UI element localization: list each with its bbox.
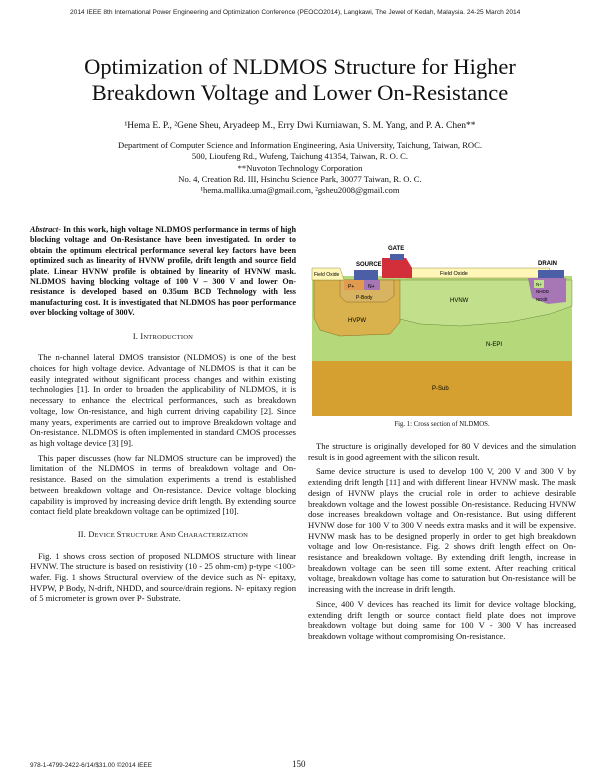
affiliation-line: ¹hema.mallika.uma@gmail.com, ²gsheu2008@gmail.com	[200, 185, 400, 196]
hvpw-label: HVPW	[348, 318, 366, 324]
nepi-label: N-EPI	[486, 342, 503, 348]
paragraph: Same device structure is used to develop 100 V, 200 V and 300 V by extending drift length [11] and with different linear HVNW mask. The mask design of HVNW plays the crucial role in order to achieve desirable breakdown voltage and the lowest possible On-resistance. Reducing HVNW dose increases breakdown voltage and On-resistance. But using different HVNW dose for 100 V to 300 V needs extra masks and it will be expensive. HVNW mask has to be designed properly in order to get high breakdown voltage and low On-resistance. Fig. 2 shows drift length effect on On-resistance and breakdown voltage. By extending drift length, increase in breakdown voltage can be seen till some extent. After reaching critical voltage, breakdown voltage has come to saturation but On-resistance will be increasing with the increase in drift length.	[308, 466, 576, 595]
field-oxide-mid	[406, 268, 550, 278]
paper-title	[40, 54, 560, 106]
paragraph: The structure is originally developed for 80 V devices and the simulation result is in good agreement with the silicon result.	[308, 441, 576, 462]
author-list: ¹Hema E. P., ²Gene Sheu, Aryadeep M., Erry Dwi Kurniawan, S. M. Yang, and P. A. Chen**	[124, 121, 476, 131]
gate-label: GATE	[388, 246, 405, 252]
right-column	[308, 439, 576, 646]
field-oxide-left-label: Field Oxide	[314, 272, 340, 278]
gate-poly	[382, 258, 412, 278]
field-oxide-mid-label: Field Oxide	[440, 271, 468, 277]
hvnw-label: HVNW	[450, 298, 469, 304]
pbody-label: P-Body	[356, 295, 373, 301]
drain-label: DRAIN	[538, 261, 557, 267]
abstract-label: Abstract-	[30, 225, 61, 234]
affiliation-line: **Nuvoton Technology Corporation	[237, 162, 363, 173]
affiliation-line: No. 4, Creation Rd. III, Hsinchu Science Park, 30077 Taiwan, R. O. C.	[178, 173, 422, 184]
gate-contact	[390, 254, 404, 260]
source-contact	[354, 270, 378, 280]
figure-caption: Fig. 1: Cross section of NLDMOS.	[394, 421, 490, 428]
left-column	[30, 225, 296, 608]
ndrift-label: NDrift	[536, 297, 548, 302]
abstract-text: In this work, high voltage NLDMOS performance in terms of high blocking voltage and On-Resistance have been investigated. In order to obtain the optimum electrical performance several key factors have been optimized such as linearity of HVNW profile, drift length and source field plate. Linear HVNW profile is obtained by linearity of HVNW mask. NLDMOS having blocking voltage of 100 V – 300 V and lower On-resistance is developed based on 0.35um BCD Technology with less manufacturing cost. It is investigated that NLDMOS has poor performance over blocking voltage of 300V.	[30, 225, 296, 318]
nhdd-label: NHDD	[536, 289, 549, 294]
page-number: 150	[292, 759, 306, 769]
section-heading-device-structure: II. DEVICE STRUCTURE AND CHARACTERIZATION	[77, 529, 249, 539]
affiliations	[40, 140, 560, 196]
source-label: SOURCE	[356, 262, 382, 268]
psub-label: P-Sub	[432, 386, 449, 392]
paragraph: The n-channel lateral DMOS transistor (NLDMOS) is one of the best choices for high voltage device. Advantage of NLDMOS is that it can be easily integrated without significant process changes and within existing technologies [1]. In order to broaden the applicability of NLDMOS, it is necessary to enhance the electrical performances, such as breakdown voltage, low On-resistance, and high current driving capability [2]. Since many years, experiments are carried out to improve Breakdown voltage and On-resistance. NLDMOS is often implemented in standard CMOS processes as high voltage device [3] [9].	[30, 352, 296, 448]
footer-copyright: 978-1-4799-2422-6/14/$31.00 ©2014 IEEE	[30, 762, 152, 769]
paragraph: This paper discusses (how far NLDMOS structure can be improved) the limitation of the NLDMOS in terms of breakdown voltage and On-resistance. Based on the simulation experiments a trend is established between breakdown voltage and On-resistance. Device voltage blocking capability is improved by increasing device drift length. By extending source contact field plate breakdown voltage can be optimized [10].	[30, 452, 296, 517]
pp-label: P+	[348, 284, 355, 290]
abstract	[30, 225, 296, 319]
affiliation-line: Department of Computer Science and Information Engineering, Asia University, Taichung, Taiwan, ROC.	[117, 140, 483, 150]
title-line-1: Optimization of NLDMOS Structure for Higher	[84, 54, 516, 79]
drain-np-label: N+	[536, 282, 542, 287]
affiliation-line: 500, Lioufeng Rd., Wufeng, Taichung 41354, Taiwan, R. O. C.	[191, 151, 409, 162]
nldmos-cross-section-figure	[310, 218, 574, 428]
paragraph: Fig. 1 shows cross section of proposed NLDMOS structure with linear HVNW. The structure is based on resistivity (10 - 25 ohm-cm) p-type <100> wafer. Fig. 1 shows Structural overview of the device such as N- epitaxy, HVPW, P Body, N-drift, NHDD, and source/drain regions. N- epitaxy region of 5 micrometer is grown over P- Substrate.	[30, 550, 296, 604]
paragraph: Since, 400 V devices has reached its limit for device voltage blocking, extending drift length or source contact field plate does not improve breakdown voltage but doing same for 100 V - 300 V has increased breakdown voltage without compromising On-resistance.	[308, 598, 576, 641]
title-line-2: Breakdown Voltage and Lower On-Resistance	[91, 80, 509, 105]
np-label: N+	[368, 284, 375, 290]
conference-header: 2014 IEEE 8th International Power Engineering and Optimization Conference (PEOCO2014), Langkawi, The Jewel of Kedah, Malaysia. 24-25 March 2014	[70, 9, 521, 16]
drain-contact	[538, 270, 564, 278]
section-heading-introduction: I. INTRODUCTION	[132, 331, 194, 341]
